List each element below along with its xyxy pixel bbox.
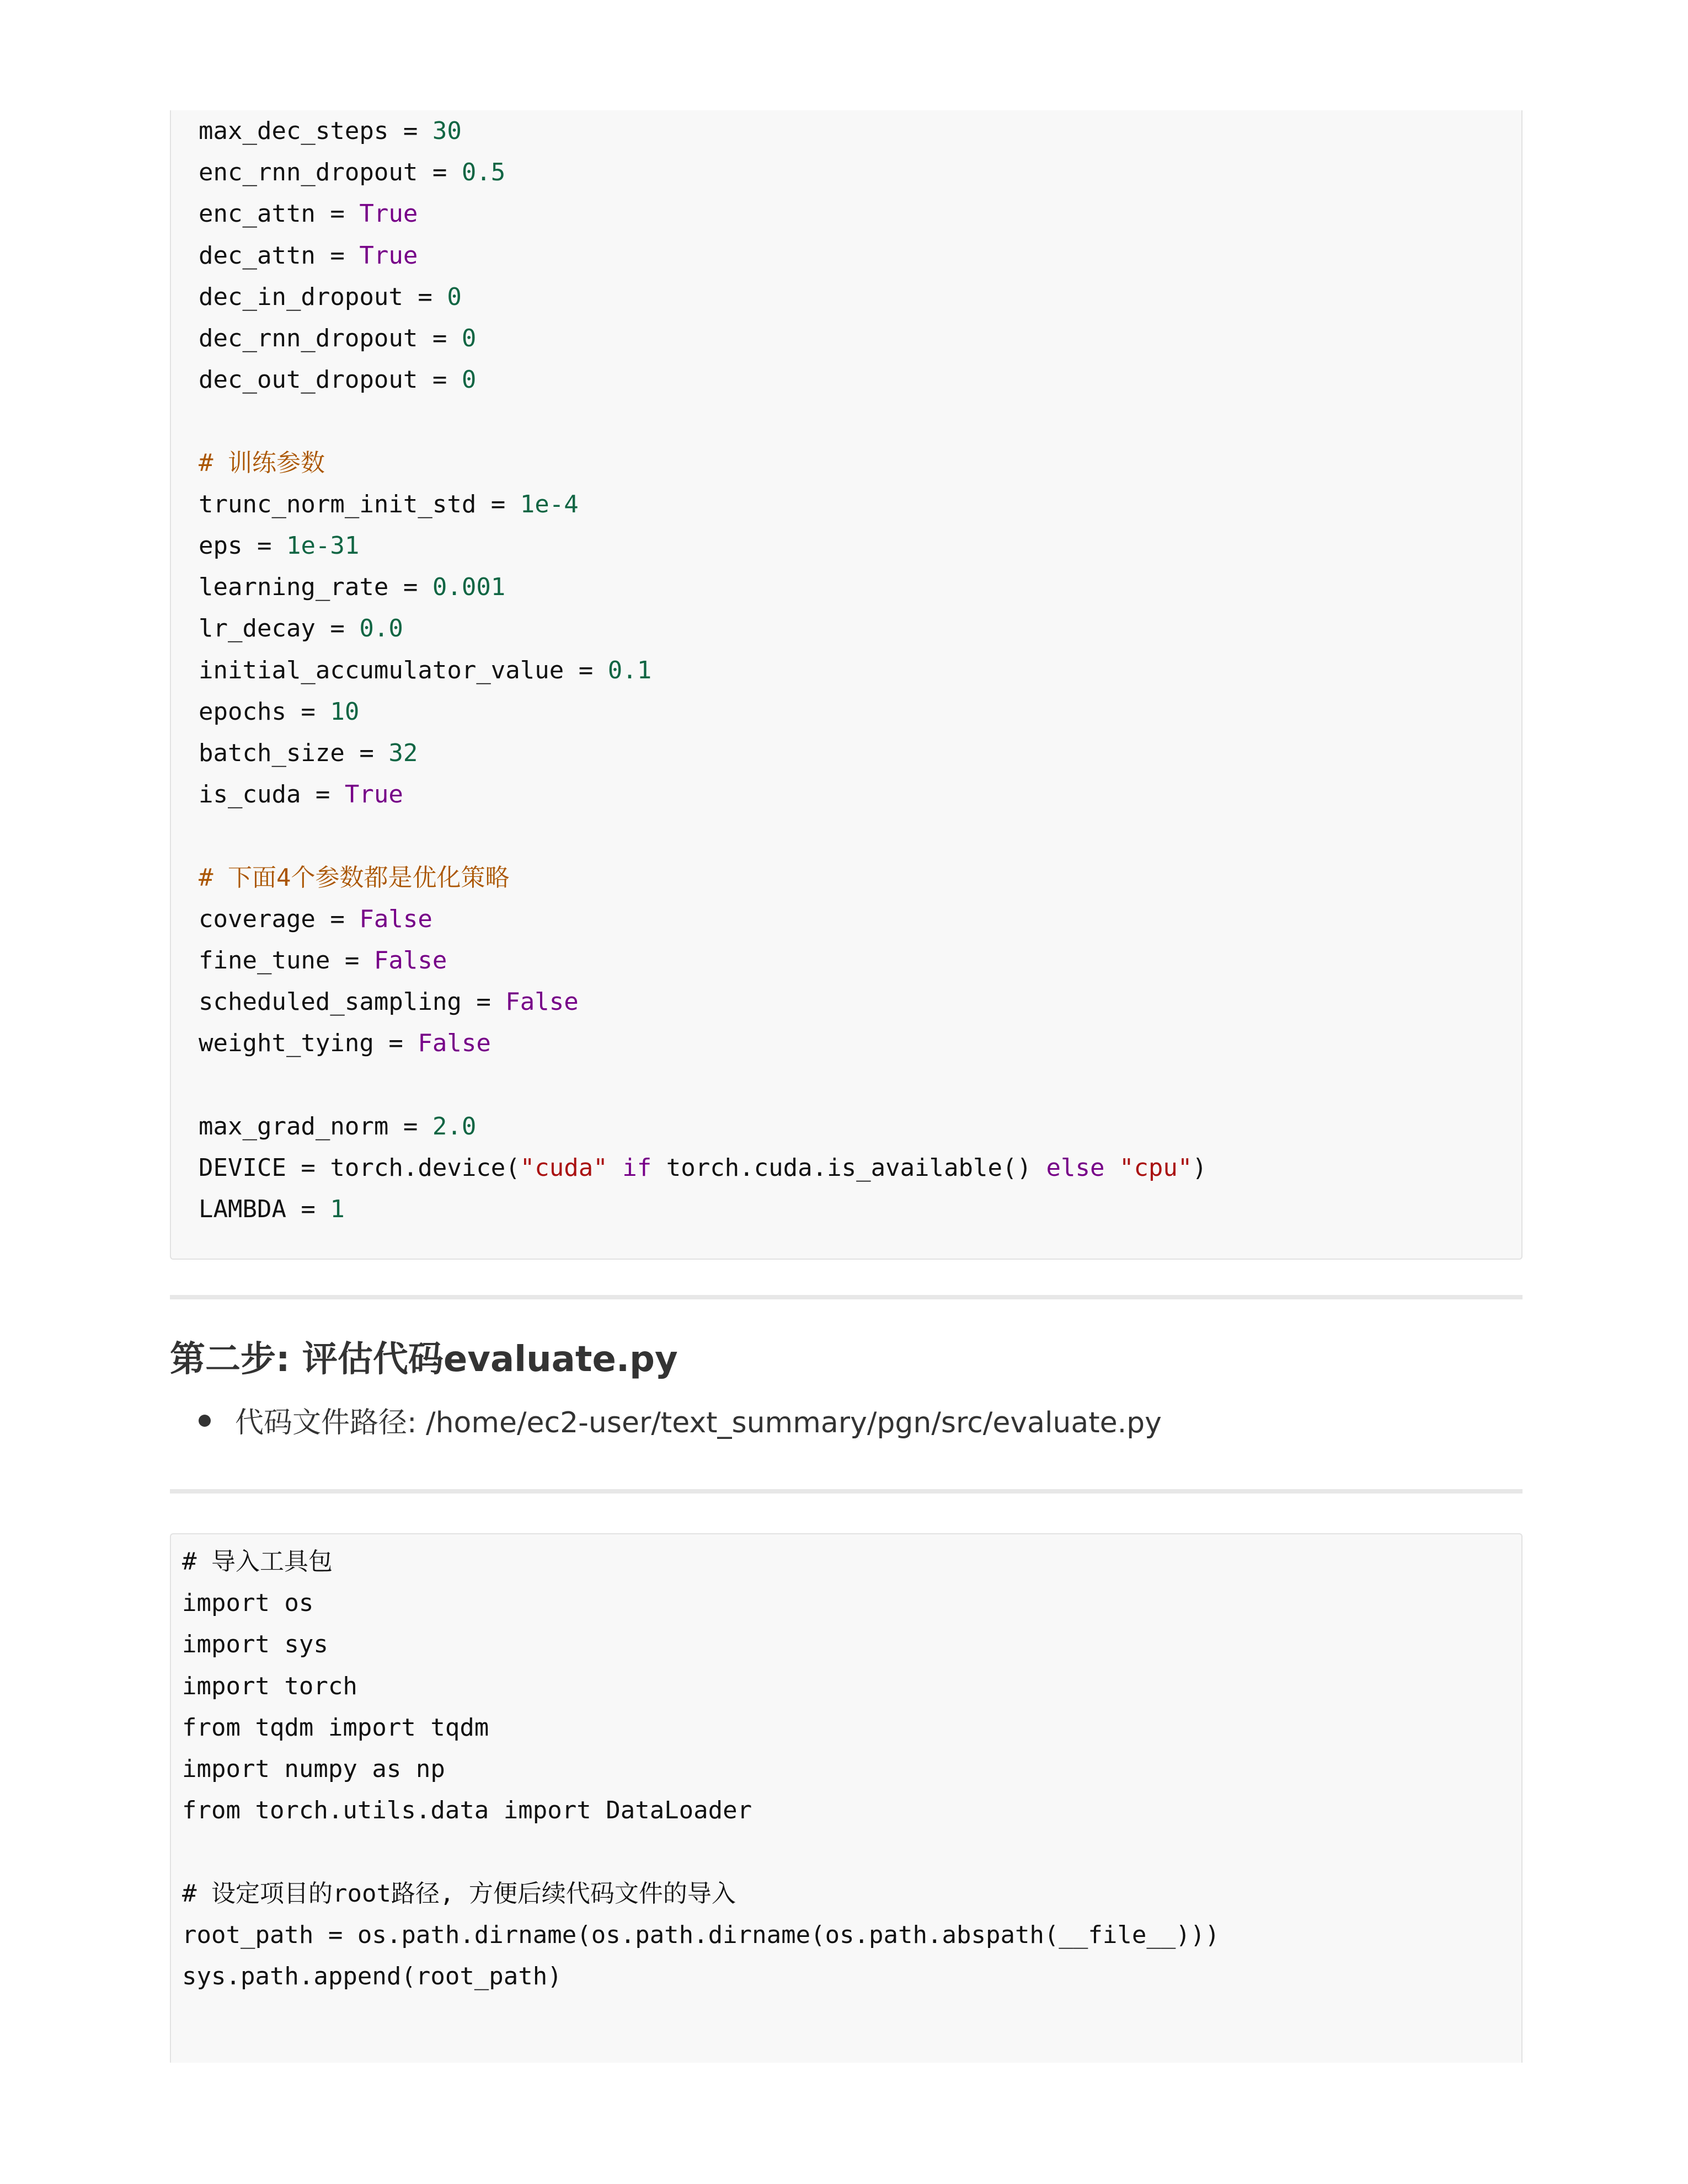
- code-token: if: [622, 1154, 652, 1182]
- code-token: import sys: [182, 1630, 328, 1659]
- code-token: True: [344, 780, 403, 809]
- code-token: 30: [432, 117, 462, 145]
- code-token: 1e-31: [286, 532, 360, 560]
- code-token: LAMBDA =: [199, 1195, 330, 1224]
- code-token: # 训练参数: [199, 448, 325, 477]
- code-token: False: [418, 1029, 491, 1058]
- code-token: max_dec_steps =: [199, 117, 432, 145]
- section-divider: [170, 1489, 1523, 1494]
- code-token: sys.path.append(root_path): [182, 1962, 562, 1990]
- code-token: False: [373, 946, 447, 975]
- code-token: import os: [182, 1589, 314, 1618]
- code-token: # 设定项目的root路径, 方便后续代码文件的导入: [182, 1879, 736, 1908]
- code-token: scheduled_sampling =: [199, 988, 506, 1016]
- code-token: 0.5: [461, 158, 506, 187]
- file-path-bullet: 代码文件路径: /home/ec2-user/text_summary/pgn/src/evaluate.py: [235, 1406, 1162, 1439]
- code-token: enc_attn =: [199, 200, 360, 228]
- code-token: DEVICE = torch.device(: [199, 1154, 520, 1182]
- code-token: torch.cuda.is_available(): [651, 1154, 1046, 1182]
- code-line: [199, 239, 418, 272]
- code-line: [199, 529, 359, 563]
- code-line: [182, 1587, 313, 1620]
- code-line: [199, 1152, 1207, 1185]
- code-line: [182, 1545, 333, 1578]
- code-line: [199, 1193, 345, 1226]
- code-token: enc_rnn_dropout =: [199, 158, 462, 187]
- code-line: [199, 197, 418, 231]
- code-token: [1104, 1154, 1119, 1182]
- code-token: dec_attn =: [199, 241, 360, 270]
- code-line: [182, 1877, 736, 1910]
- code-token: lr_decay =: [199, 614, 360, 643]
- code-token: coverage =: [199, 904, 360, 933]
- code-token: # 下面4个参数都是优化策略: [199, 863, 510, 892]
- code-token: initial_accumulator_value =: [199, 656, 608, 684]
- code-token: dec_out_dropout =: [199, 366, 462, 394]
- code-token: True: [359, 200, 418, 228]
- code-token: is_cuda =: [199, 780, 345, 809]
- code-token: fine_tune =: [199, 946, 374, 975]
- code-line: [199, 1110, 476, 1143]
- code-line: [199, 447, 325, 480]
- code-token: False: [359, 904, 432, 933]
- code-line: [199, 944, 447, 977]
- config-code-block: [170, 110, 1523, 1260]
- code-token: 2.0: [432, 1112, 477, 1141]
- code-line: [199, 903, 432, 936]
- code-token: 10: [330, 697, 360, 726]
- code-token: ): [1192, 1154, 1207, 1182]
- code-token: weight_tying =: [199, 1029, 418, 1058]
- code-token: import torch: [182, 1672, 357, 1700]
- code-line: [182, 1960, 562, 1993]
- code-line: [199, 737, 418, 770]
- code-token: trunc_norm_init_std =: [199, 490, 520, 518]
- code-token: root_path = os.path.dirname(os.path.dirname(os.path.abspath(__file__))): [182, 1920, 1220, 1949]
- code-line: [199, 654, 651, 687]
- code-token: False: [505, 988, 579, 1016]
- code-line: [182, 1628, 328, 1661]
- code-line: [182, 1919, 1220, 1952]
- code-token: 1: [330, 1195, 345, 1224]
- code-token: 0: [461, 324, 477, 352]
- code-line: [182, 1753, 445, 1786]
- code-token: batch_size =: [199, 739, 389, 767]
- code-token: else: [1046, 1154, 1105, 1182]
- code-token: True: [359, 241, 418, 270]
- code-token: eps =: [199, 532, 286, 560]
- code-line: [182, 1794, 752, 1827]
- code-token: max_grad_norm =: [199, 1112, 432, 1141]
- code-token: import numpy as np: [182, 1755, 445, 1783]
- code-line: [199, 156, 505, 189]
- code-token: dec_rnn_dropout =: [199, 324, 462, 352]
- code-line: [199, 571, 505, 604]
- code-line: [199, 488, 579, 521]
- code-token: 0.001: [432, 573, 506, 602]
- bullet-dot-icon: [199, 1415, 211, 1427]
- code-line: [199, 612, 403, 645]
- code-line: [199, 115, 462, 148]
- code-line: [199, 1027, 491, 1060]
- code-token: 1e-4: [520, 490, 579, 518]
- code-token: from tqdm import tqdm: [182, 1713, 489, 1742]
- code-line: [199, 861, 509, 895]
- code-line: [182, 1711, 489, 1744]
- code-token: dec_in_dropout =: [199, 282, 447, 311]
- code-token: epochs =: [199, 697, 330, 726]
- code-token: 0: [461, 366, 477, 394]
- section-heading: 第二步: 评估代码evaluate.py: [170, 1339, 678, 1380]
- code-token: # 导入工具包: [182, 1548, 333, 1576]
- code-token: 0.1: [607, 656, 652, 684]
- code-line: [199, 695, 359, 729]
- code-token: [608, 1154, 623, 1182]
- code-line: [199, 363, 476, 397]
- code-line: [199, 281, 462, 314]
- code-line: [199, 778, 403, 811]
- code-line: [199, 322, 476, 355]
- code-token: "cuda": [520, 1154, 608, 1182]
- code-line: [199, 986, 579, 1019]
- code-token: 32: [388, 739, 418, 767]
- code-token: 0: [447, 282, 462, 311]
- code-token: "cpu": [1119, 1154, 1193, 1182]
- code-line: [182, 1670, 357, 1703]
- code-token: learning_rate =: [199, 573, 432, 602]
- section-divider: [170, 1295, 1523, 1299]
- code-token: 0.0: [359, 614, 403, 643]
- code-token: from torch.utils.data import DataLoader: [182, 1796, 752, 1825]
- evaluate-code-block: [170, 1533, 1523, 2063]
